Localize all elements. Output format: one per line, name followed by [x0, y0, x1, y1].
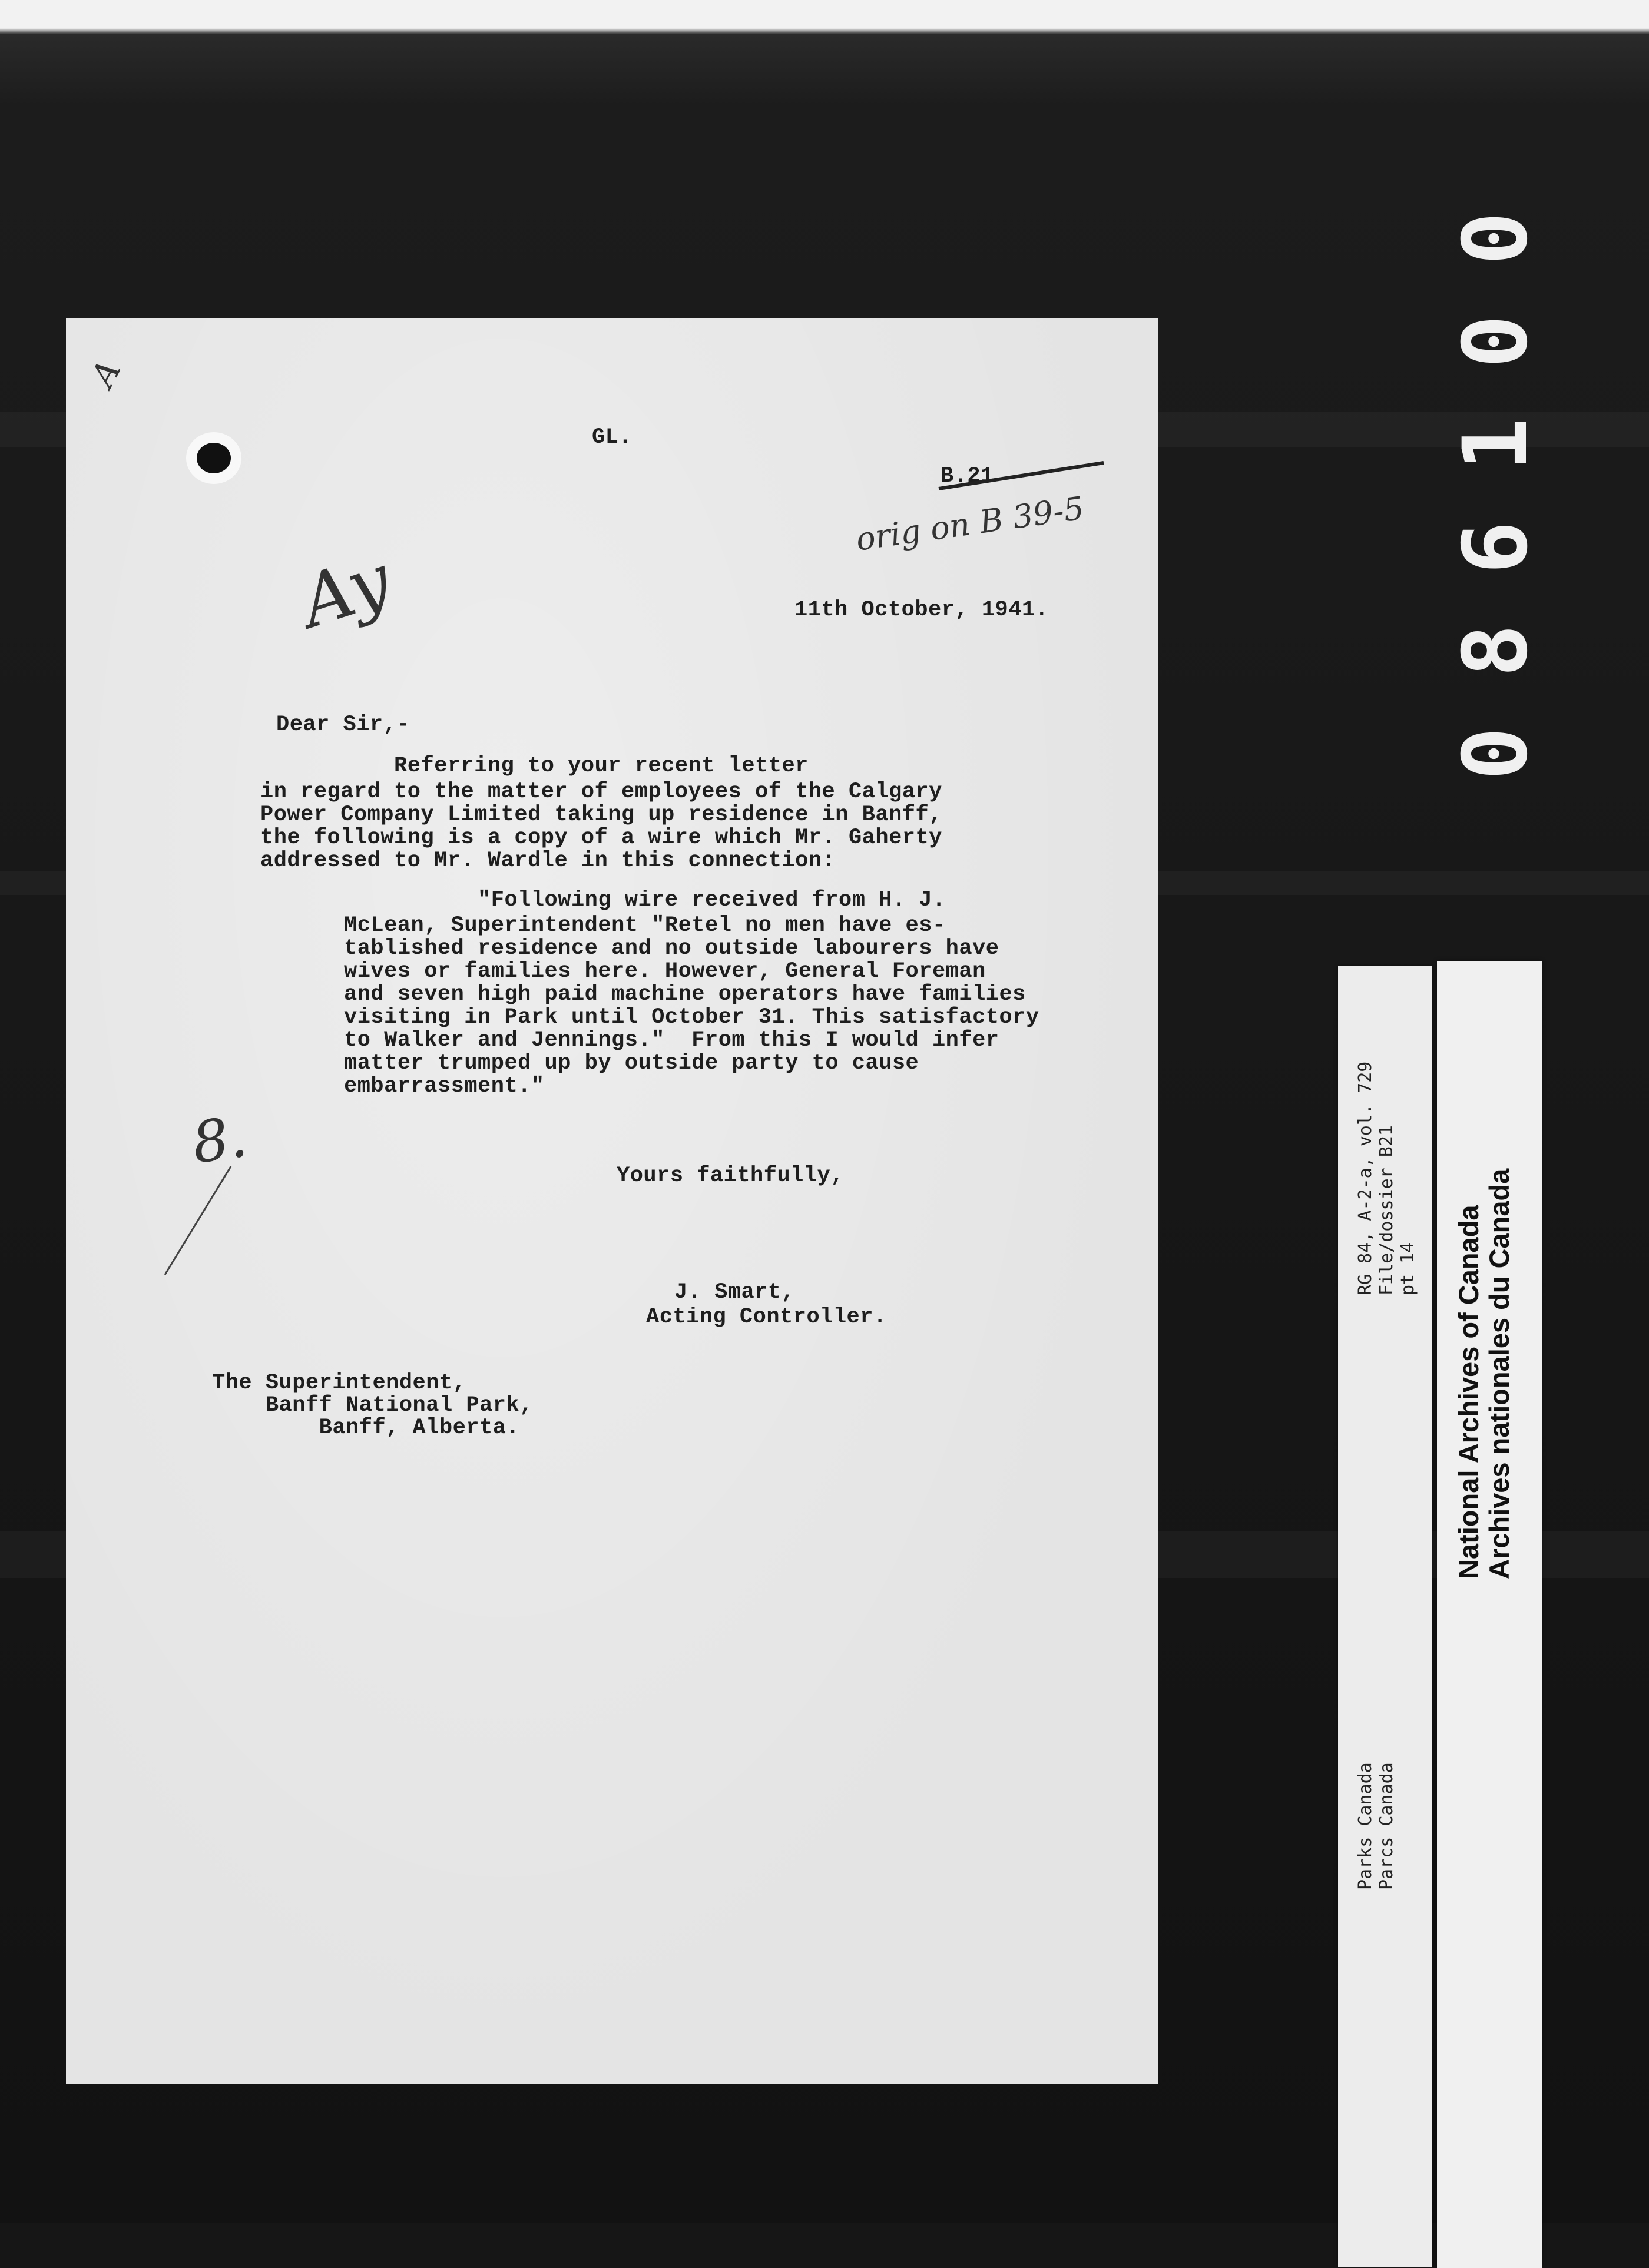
- archive-reference-label: [1338, 966, 1432, 2267]
- signature-title: Acting Controller.: [646, 1305, 887, 1329]
- body-line: Power Company Limited taking up residence in Banff,: [260, 803, 942, 827]
- quote-line: and seven high paid machine operators have families: [344, 982, 1026, 1007]
- body-line: in regard to the matter of employees of the Calgary: [260, 780, 942, 804]
- signature-name: J. Smart,: [674, 1280, 795, 1305]
- institution-name-fr: Archives nationales du Canada: [1484, 1168, 1515, 1579]
- quote-line: tablished residence and no outside labourers have: [344, 936, 999, 961]
- closing: Yours faithfully,: [617, 1163, 844, 1188]
- quote-line: matter trumped up by outside party to cause: [344, 1051, 919, 1076]
- salutation: Dear Sir,-: [276, 712, 410, 737]
- quote-line: McLean, Superintendent "Retel no men have es-: [344, 913, 946, 938]
- handwritten-margin-note: 8.: [188, 1103, 251, 1176]
- label-dept-line: Parcs Canada: [1376, 1762, 1397, 1890]
- body-line: addressed to Mr. Wardle in this connection:: [260, 848, 836, 873]
- label-ref-line: RG 84, A-2-a, vol. 729: [1355, 1061, 1376, 1295]
- frame-digit: 6: [1445, 520, 1547, 575]
- address-line: Banff National Park,: [212, 1393, 533, 1418]
- body-line: the following is a copy of a wire which Mr. Gaherty: [260, 825, 942, 850]
- label-ref-line: pt 14: [1398, 1242, 1418, 1295]
- frame-digit: 0: [1445, 211, 1547, 266]
- punch-hole: [197, 443, 231, 473]
- quote-line: embarrassment.": [344, 1074, 545, 1099]
- handwritten-initials: Ay: [291, 539, 400, 644]
- file-reference-strike: [936, 458, 1107, 493]
- frame-digit: 0: [1445, 314, 1547, 369]
- handwritten-reference: orig on B 39-5: [853, 489, 1087, 558]
- margin-pencil-stroke: [160, 1163, 237, 1281]
- address-line: Banff, Alberta.: [212, 1415, 520, 1440]
- handwritten-mark: A: [84, 354, 129, 393]
- letter-page: [66, 318, 1158, 2084]
- body-line: Referring to your recent letter: [260, 754, 809, 778]
- institution-name-en: National Archives of Canada: [1453, 1205, 1484, 1579]
- frame-digit: 0: [1445, 727, 1547, 781]
- frame-digit: 1: [1445, 417, 1547, 472]
- file-code: GL.: [592, 425, 633, 450]
- label-dept-line: Parks Canada: [1355, 1762, 1376, 1890]
- address-line: The Superintendent,: [212, 1371, 466, 1395]
- frame-digit: 8: [1445, 624, 1547, 678]
- quote-line: wives or families here. However, General Foreman: [344, 959, 986, 984]
- quote-line: to Walker and Jennings." From this I would infer: [344, 1028, 999, 1053]
- frame-number: [1413, 194, 1555, 781]
- quote-line: "Following wire received from H. J.: [344, 888, 946, 913]
- label-ref-line: File/dossier B21: [1376, 1125, 1397, 1295]
- archives-institution-label: [1437, 961, 1542, 2268]
- letter-date: 11th October, 1941.: [794, 598, 1049, 622]
- file-reference: B.21: [941, 464, 994, 489]
- quote-line: visiting in Park until October 31. This satisfactory: [344, 1005, 1039, 1030]
